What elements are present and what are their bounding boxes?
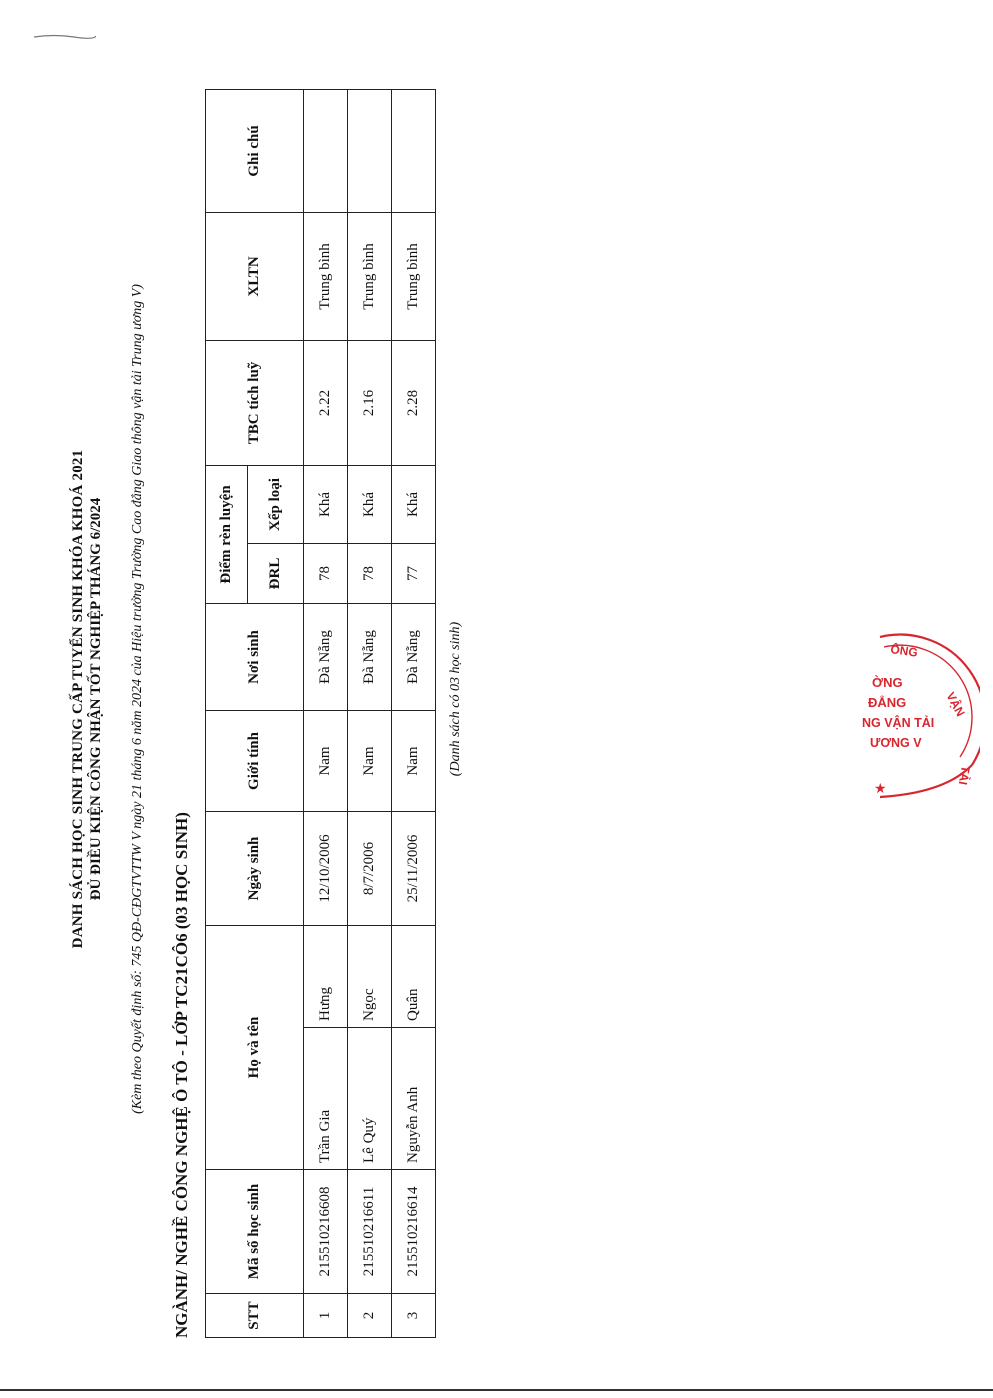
cell-birthplace: Đà Nẵng [392,603,436,710]
cell-note [348,89,392,212]
cell-grad-rank: Trung bình [392,212,436,340]
cell-student-id: 215510216614 [392,1170,436,1294]
cell-conduct-score: 77 [392,543,436,603]
cell-grad-rank: Trung bình [348,212,392,340]
cell-dob: 12/10/2006 [304,811,348,925]
student-table [205,89,436,1338]
cell-gpa: 2.28 [392,340,436,465]
cell-gender: Nam [348,710,392,811]
header-dob: Ngày sinh [206,811,304,925]
cell-student-id: 215510216611 [348,1170,392,1294]
table-row [304,89,348,1337]
header-gpa: TBC tích luỹ [206,340,304,465]
svg-text:TẢI: TẢI [955,764,973,786]
cell-conduct-rank: Khá [392,465,436,543]
cell-first-name: Quân [392,925,436,1027]
header-birthplace: Nơi sinh [206,603,304,710]
cell-conduct-score: 78 [348,543,392,603]
stamp-line-3: NG VẬN TẢI [862,716,935,730]
document-title-line-1: DANH SÁCH HỌC SINH TRUNG CẤP TUYỂN SINH KHÓA KHOÁ 2021 [70,449,86,949]
cell-first-name: Hưng [304,925,348,1027]
cell-birthplace: Đà Nẵng [304,603,348,710]
cell-student-id: 215510216608 [304,1170,348,1294]
cell-gender: Nam [304,710,348,811]
header-conduct-score: ĐRL [248,543,304,603]
header-stt: STT [206,1294,304,1338]
cell-note [392,89,436,212]
header-note: Ghi chú [206,89,304,212]
table-row [348,89,392,1337]
major-heading: NGÀNH/ NGHỀ CÔNG NGHỆ Ô TÔ - LỚP TC21CÔ6 (03 HỌC SINH) [172,812,191,1338]
student-count-note: (Danh sách có 03 học sinh) [448,621,463,777]
stamp-line-1: ỜNG [872,675,903,690]
cell-dob: 8/7/2006 [348,811,392,925]
table-row [392,89,436,1337]
cell-stt: 2 [348,1294,392,1338]
cell-last-middle-name: Lê Quý [348,1028,392,1170]
cell-gpa: 2.22 [304,340,348,465]
cell-dob: 25/11/2006 [392,811,436,925]
cell-last-middle-name: Trần Gia [304,1028,348,1170]
cell-note [304,89,348,212]
cell-first-name: Ngọc [348,925,392,1027]
cell-grad-rank: Trung bình [304,212,348,340]
cell-last-middle-name: Nguyễn Anh [392,1028,436,1170]
svg-text:VẬN: VẬN [943,689,968,719]
official-stamp [850,615,980,810]
document-title-line-2: ĐỦ ĐIỀU KIỆN CÔNG NHẬN TỐT NGHIỆP THÁNG 6/2024 [88,497,104,901]
cell-conduct-rank: Khá [304,465,348,543]
cell-gpa: 2.16 [348,340,392,465]
document-subtitle: (Kèm theo Quyết định số: 745 QĐ-CĐGTVTTW V ngày 21 tháng 6 năm 2024 của Hiệu trưởng Trường Cao đẳng Giao thông vận tải Trung ương V) [130,284,145,1114]
cell-stt: 1 [304,1294,348,1338]
cell-conduct-score: 78 [304,543,348,603]
header-student-id: Mã số học sinh [206,1170,304,1294]
header-full-name: Họ và tên [206,925,304,1169]
svg-text:★: ★ [874,780,887,796]
cell-birthplace: Đà Nẵng [348,603,392,710]
cell-gender: Nam [392,710,436,811]
stamp-line-4: ƯƠNG V [870,736,922,750]
svg-text:ÔNG: ÔNG [889,642,919,660]
cell-stt: 3 [392,1294,436,1338]
header-conduct-rank: Xếp loại [248,465,304,543]
header-grad-rank: XLTN [206,212,304,340]
header-conduct-group: Điểm rèn luyện [206,465,248,603]
header-gender: Giới tính [206,710,304,811]
stamp-line-2: ĐẲNG [868,695,907,710]
cell-conduct-rank: Khá [348,465,392,543]
